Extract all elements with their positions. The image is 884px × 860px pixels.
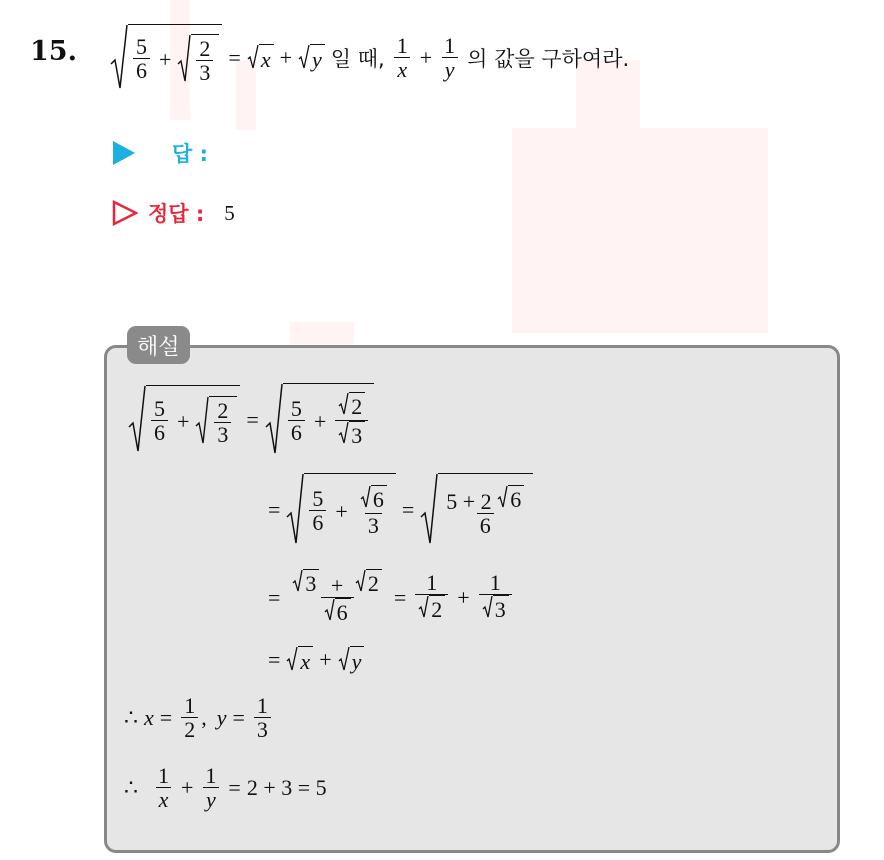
answer-row bbox=[112, 138, 228, 168]
solution-step-6: ∴ $\frac{1}{x}$ + $\frac{1}{y}$ = 2 + 3 = 5 bbox=[124, 762, 327, 812]
solution-step-5: ∴ x = $\frac{1}{2}$ , y = $\frac{1}{3}$ bbox=[124, 686, 274, 750]
therefore-symbol: ∴ bbox=[124, 705, 138, 730]
correct-answer-row bbox=[112, 198, 235, 228]
therefore-symbol: ∴ bbox=[124, 775, 138, 800]
question-text-when: 일 때, bbox=[330, 47, 385, 71]
watermark-block bbox=[290, 322, 354, 344]
answer-label: 답 : bbox=[172, 142, 208, 166]
correct-answer-label: 정답 : bbox=[148, 202, 205, 226]
question-text-find: 의 값을 구하여라. bbox=[467, 47, 630, 71]
filled-triangle-icon bbox=[112, 140, 136, 166]
solution-tag: 해설 bbox=[127, 326, 190, 364]
correct-answer-value: 5 bbox=[224, 200, 235, 225]
outline-triangle-icon bbox=[112, 200, 138, 226]
solution-step-4: = x + y bbox=[262, 640, 364, 680]
question-statement bbox=[110, 18, 635, 98]
solution-step-2: = $\frac{5}{6}$ + $\frac{6}{3}$ = 5 + 2 6 6 bbox=[262, 470, 533, 550]
question-formula: $\frac{5}{6}$ + $\frac{2}{3}$ = x + y bbox=[110, 24, 325, 92]
question-number: 15. bbox=[30, 36, 77, 67]
question-target-expression: $\frac{1}{x}$ + $\frac{1}{y}$ bbox=[391, 34, 461, 82]
solution-step-3: = 3 + 2 6 = $\frac{1}{2}$ + $\frac{1}{3}$ bbox=[262, 560, 515, 636]
solution-step-1: $\frac{5}{6}$ + $\frac{2}{3}$ = $\frac{5}{6}$ + $\frac{2}{3}$ bbox=[128, 380, 374, 460]
watermark-block bbox=[512, 128, 768, 333]
conclusion-values: 2 + 3 = 5 bbox=[246, 775, 327, 800]
